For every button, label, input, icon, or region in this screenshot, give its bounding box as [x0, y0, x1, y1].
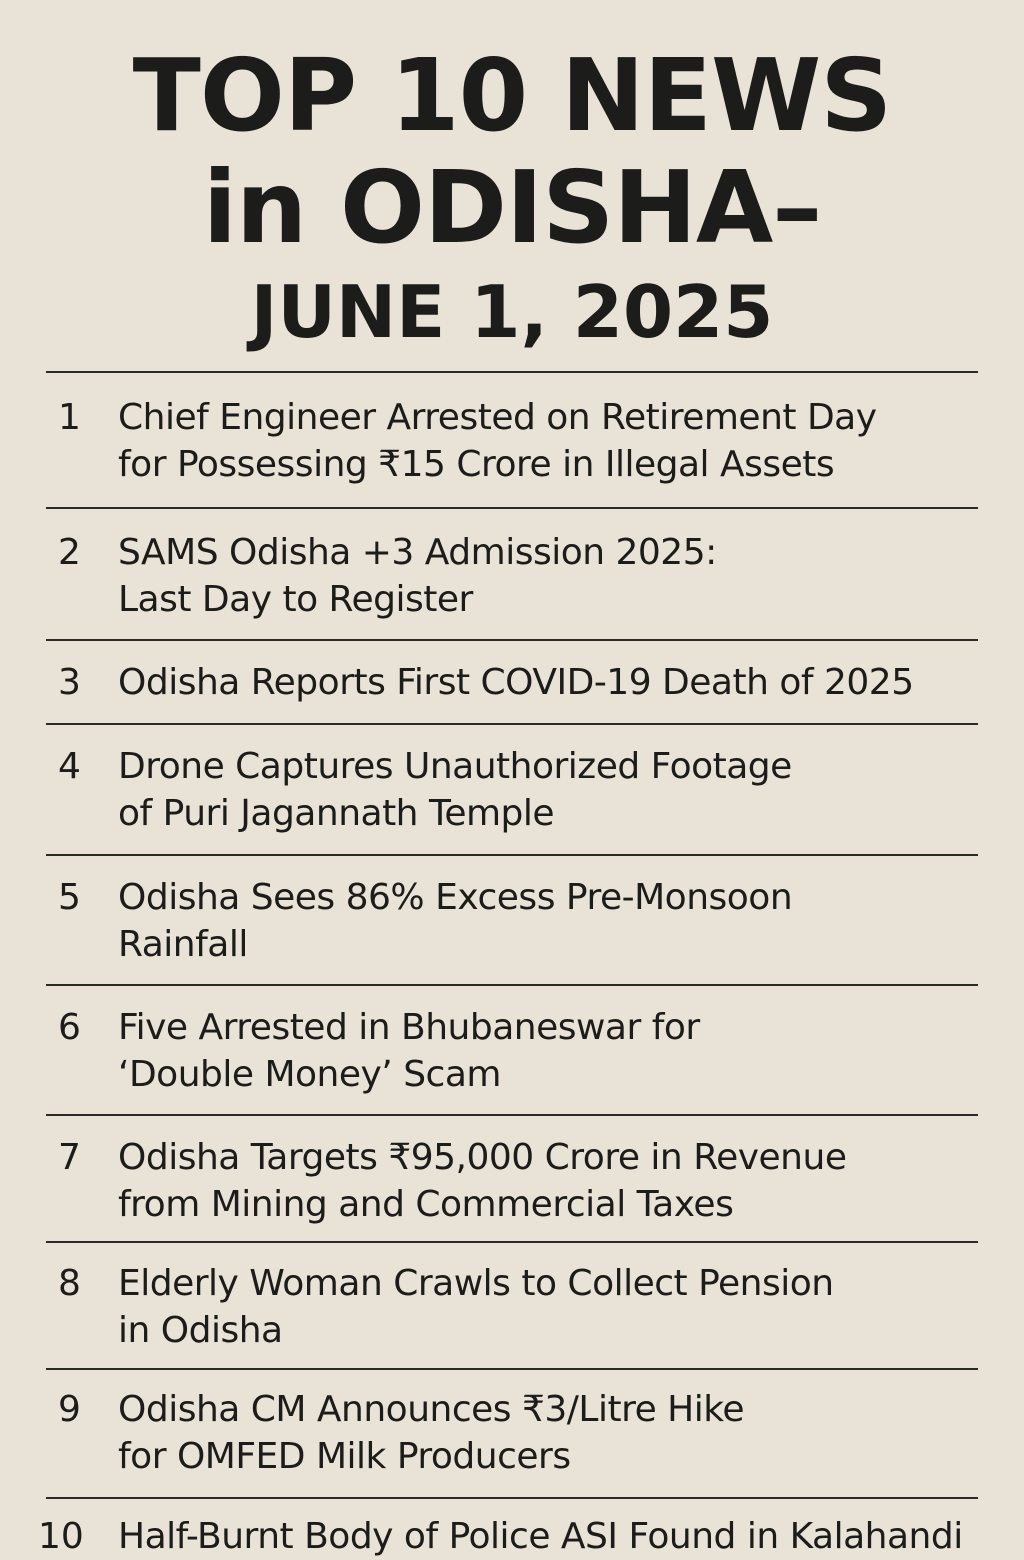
news-item-3	[46, 639, 978, 723]
news-item-10	[38, 1497, 978, 1557]
news-item-1	[46, 371, 978, 507]
news-item-9	[46, 1368, 978, 1497]
news-headline: Odisha Targets ₹95,000 Crore in Revenue from Mining and Commercial Taxes	[118, 1137, 847, 1225]
news-number: 4	[58, 746, 81, 787]
news-number: 3	[58, 662, 81, 703]
title-date: JUNE 1, 2025	[250, 270, 774, 354]
news-headline: Five Arrested in Bhubaneswar for ‘Double Money’ Scam	[118, 1007, 700, 1095]
news-number: 6	[58, 1007, 81, 1048]
news-number: 7	[58, 1137, 81, 1178]
title-line-1: TOP 10 NEWS	[132, 37, 892, 154]
news-headline: Chief Engineer Arrested on Retirement Day for Possessing ₹15 Crore in Illegal Assets	[118, 397, 877, 485]
news-headline: Elderly Woman Crawls to Collect Pension in Odisha	[118, 1263, 834, 1351]
news-item-6	[46, 984, 978, 1114]
news-number: 2	[58, 532, 81, 573]
news-number: 10	[38, 1516, 84, 1557]
news-item-4	[46, 723, 978, 854]
news-number: 5	[58, 877, 81, 918]
news-headline: SAMS Odisha +3 Admission 2025: Last Day to Register	[118, 532, 717, 620]
news-item-7	[46, 1114, 978, 1241]
news-item-2	[46, 507, 978, 639]
news-headline: Odisha Sees 86% Excess Pre-Monsoon Rainfall	[118, 877, 793, 965]
news-headline: Half-Burnt Body of Police ASI Found in Kalahandi	[118, 1516, 963, 1557]
news-headline: Odisha CM Announces ₹3/Litre Hike for OMFED Milk Producers	[118, 1389, 744, 1477]
news-list	[38, 371, 978, 1557]
news-number: 8	[58, 1263, 81, 1304]
news-number: 1	[58, 397, 81, 438]
news-item-8	[46, 1241, 978, 1368]
news-headline: Odisha Reports First COVID-19 Death of 2025	[118, 662, 914, 703]
news-headline: Drone Captures Unauthorized Footage of Puri Jagannath Temple	[118, 746, 792, 834]
news-item-5	[46, 854, 978, 984]
news-number: 9	[58, 1389, 81, 1430]
title-line-2: in ODISHA–	[202, 149, 822, 266]
page-title	[0, 37, 1024, 354]
